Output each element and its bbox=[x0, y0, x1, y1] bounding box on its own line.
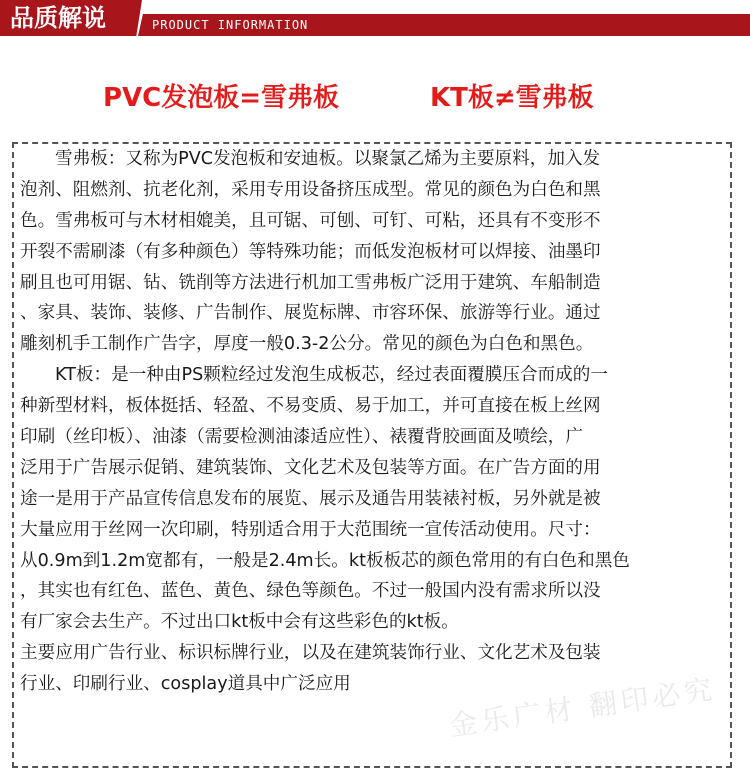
paragraph-line: 色。雪弗板可与木材相媲美，且可锯、可刨、可钉、可粘，还具有不变形不 bbox=[20, 210, 601, 231]
paragraph-line: 刷且也可用锯、钻、铣削等方法进行机加工雪弗板广泛用于建筑、车船制造 bbox=[20, 272, 601, 293]
paragraph-line: 有厂家会去生产。不过出口kt板中会有这些彩色的kt板。 bbox=[20, 612, 459, 633]
paragraph-line: 大量应用于丝网一次印刷，特别适合用于大范围统一宣传活动使用。尺寸： bbox=[20, 519, 601, 540]
paragraph-line: 行业、印刷行业、cosplay道具中广泛应用 bbox=[20, 674, 351, 695]
paragraph-line: 途一是用于产品宣传信息发布的展览、展示及通告用装裱衬板，另外就是被 bbox=[20, 488, 601, 509]
paragraph-line: 雕刻机手工制作广告字，厚度一般0.3-2公分。常见的颜色为白色和黑色。 bbox=[20, 334, 594, 355]
headline bbox=[0, 78, 750, 118]
paragraph-line: 雪弗板：又称为PVC发泡板和安迪板。以聚氯乙烯为主要原料，加入发 bbox=[55, 149, 601, 169]
header-bar bbox=[0, 0, 750, 38]
headline-right: KT板≠雪弗板 bbox=[430, 83, 594, 113]
paragraph-line: 开裂不需刷漆（有多种颜色）等特殊功能；而低发泡板材可以焊接、油墨印 bbox=[20, 241, 601, 262]
headline-left: PVC发泡板=雪弗板 bbox=[103, 83, 340, 113]
paragraph-line: 种新型材料，板体挺括、轻盈、不易变质、易于加工，并可直接在板上丝网 bbox=[20, 396, 601, 417]
section-title: 品质解说 bbox=[10, 4, 106, 32]
paragraph-line: 从0.9m到1.2m宽都有，一般是2.4m长。kt板板芯的颜色常用的有白色和黑色 bbox=[20, 550, 630, 571]
paragraph-line: ，其实也有红色、蓝色、黄色、绿色等颜色。不过一般国内没有需求所以没 bbox=[20, 581, 601, 602]
paragraph-line: 泡剂、阻燃剂、抗老化剂，采用专用设备挤压成型。常见的颜色为白色和黑 bbox=[20, 179, 601, 200]
paragraph-line: KT板：是一种由PS颗粒经过发泡生成板芯，经过表面覆膜压合而成的一 bbox=[55, 365, 608, 386]
paragraph-line: 主要应用广告行业、标识标牌行业，以及在建筑装饰行业、文化艺术及包装 bbox=[20, 643, 601, 664]
paragraph-line: 、家具、装饰、装修、广告制作、展览标牌、市容环保、旅游等行业。通过 bbox=[20, 303, 601, 324]
description-text bbox=[20, 144, 732, 700]
paragraph-line: 泛用于广告展示促销、建筑装饰、文化艺术及包装等方面。在广告方面的用 bbox=[20, 457, 601, 478]
section-subtitle: PRODUCT INFORMATION bbox=[152, 18, 309, 32]
watermark: 金乐广材 翻印必究 bbox=[447, 672, 719, 743]
paragraph-line: 印刷（丝印板）、油漆（需要检测油漆适应性）、裱覆背胶画面及喷绘，广 bbox=[20, 427, 583, 448]
